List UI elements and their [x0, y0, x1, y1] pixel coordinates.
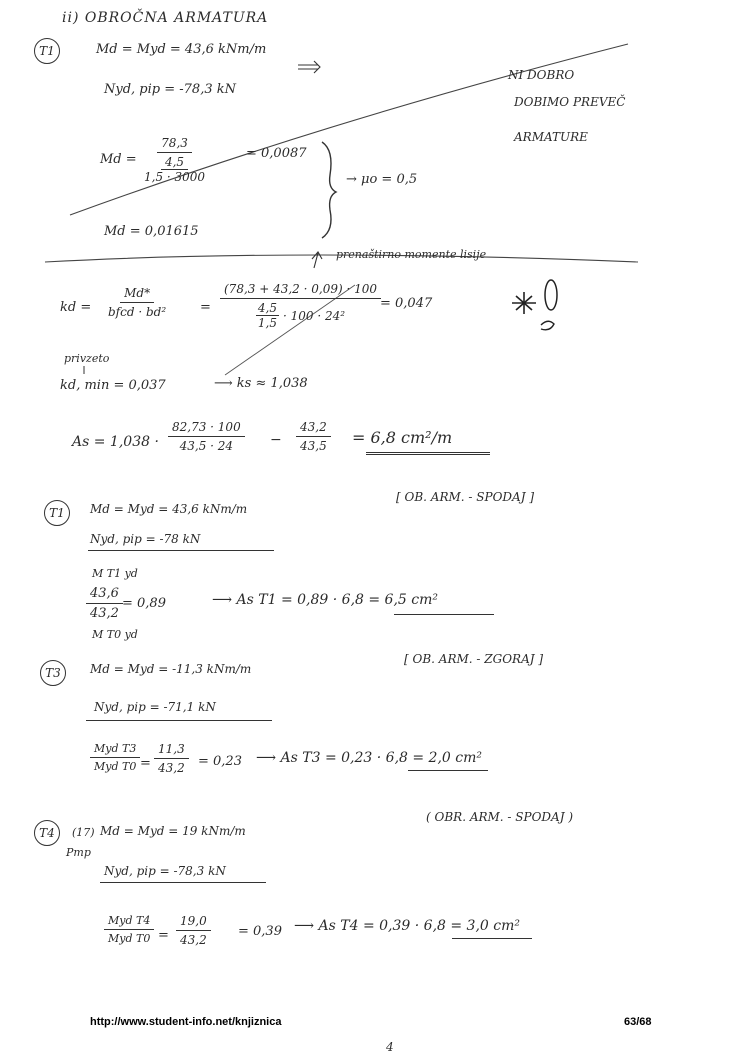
kd-value: = 0,047 [380, 296, 433, 311]
t3-md-line: Md = Myd = -11,3 kNm/m [90, 662, 252, 676]
ks-line: ⟶ ks ≈ 1,038 [214, 376, 308, 391]
t1-mu-value: = 0,0087 [246, 146, 307, 161]
as-fraction-1 [168, 420, 245, 453]
t4-md-line: Md = Myd = 19 kNm/m [100, 824, 246, 838]
t1b-ratio-top: M T1 yd [92, 567, 138, 580]
as-minus: − [270, 432, 282, 448]
t1b-ratio-value: = 0,89 [122, 596, 166, 611]
t1-md-small: Md = 0,01615 [104, 224, 199, 239]
kd-den-b: 1,5 [257, 316, 278, 330]
kd-annotation: prenaštirno momente lisije [336, 248, 487, 261]
kd-equals: = [200, 300, 211, 315]
t1-nyd-line: Nyd, pip = -78,3 kN [104, 82, 236, 97]
point-t3-circle: T3 [40, 660, 66, 686]
t1b-underline [88, 550, 274, 551]
kd-den-a: 4,5 [257, 301, 278, 315]
t3-as-line: ⟶ As T3 = 0,23 · 6,8 = 2,0 cm² [256, 750, 483, 766]
note-line-2: DOBIMO PREVEČ [514, 95, 626, 109]
t3-numeric-fraction [154, 742, 189, 775]
t4-frac2-num: 19,0 [176, 914, 211, 931]
t1-md-line: Md = Myd = 43,6 kNm/m [96, 42, 267, 57]
t1b-as-line: ⟶ As T1 = 0,89 · 6,8 = 6,5 cm² [212, 592, 439, 608]
t3-frac2-den: 43,2 [158, 761, 185, 775]
t1b-nyd-line: Nyd, pip = -78 kN [90, 532, 201, 546]
t3-underline [86, 720, 272, 721]
t4-symbolic-fraction [104, 914, 154, 945]
t4-equals: = [158, 928, 169, 943]
footer-url: http://www.student-info.net/knjiznica [90, 1016, 282, 1028]
note-line-1: NI DOBRO [508, 68, 575, 82]
t1b-ratio-den: 43,2 [90, 606, 119, 621]
footer-page: 63/68 [624, 1016, 652, 1028]
t4-as-line: ⟶ As T4 = 0,39 · 6,8 = 3,0 cm² [294, 918, 521, 934]
t3-frac2-num: 11,3 [154, 742, 189, 759]
kd-numeric-num: (78,3 + 43,2 · 0,09) · 100 [220, 282, 381, 299]
t4-nyd-line: Nyd, pip = -78,3 kN [104, 864, 226, 878]
t4-ratio-value: = 0,39 [238, 924, 282, 939]
t4-frac2-den: 43,2 [180, 933, 207, 947]
t4-underline [100, 882, 266, 883]
t1-mu-fraction [140, 136, 209, 184]
t1b-tag: [ OB. ARM. - SPODAJ ] [396, 490, 534, 504]
t1b-md-line: Md = Myd = 43,6 kNm/m [90, 502, 248, 516]
t4-frac-num: Myd T4 [104, 914, 154, 930]
t4-tag: ( OBR. ARM. - SPODAJ ) [426, 810, 574, 824]
t1b-ratio-bottom: M T0 yd [92, 628, 138, 641]
t1b-as-underline [394, 614, 494, 615]
t1b-ratio-num: 43,6 [86, 586, 123, 604]
t1-md-label: Md = [100, 152, 137, 167]
t4-side-note: Pmp [66, 846, 91, 859]
kd-den-c: · 100 · 24² [283, 308, 346, 323]
as-label: As = 1,038 · [72, 434, 159, 450]
t3-tag: [ OB. ARM. - ZGORAJ ] [404, 652, 544, 666]
as-den-1: 43,5 · 24 [179, 439, 234, 453]
t1-mu-result: → μo = 0,5 [346, 172, 418, 187]
kd-label: kd = [60, 300, 92, 315]
t3-frac-num: Myd T3 [90, 742, 140, 758]
section-title: ii) OBROČNA ARMATURA [62, 10, 269, 26]
t4-as-underline [452, 938, 532, 939]
as-result-underline [366, 452, 490, 455]
kd-numeric-fraction [220, 282, 381, 330]
t3-frac-den: Myd T0 [94, 760, 137, 773]
t1-mu-den-b: 1,5 · 3000 [144, 170, 206, 184]
as-num-1: 82,73 · 100 [168, 420, 245, 437]
t3-equals: = [140, 756, 151, 771]
t4-numeric-fraction [176, 914, 211, 947]
t4-frac-den: Myd T0 [108, 932, 151, 945]
as-fraction-2 [296, 420, 331, 453]
t1b-ratio-fraction [86, 586, 123, 621]
t1-mu-den-a: 4,5 [161, 155, 188, 170]
as-result: = 6,8 cm²/m [352, 428, 453, 447]
point-t1-circle: T1 [34, 38, 60, 64]
kd-symbolic-num: Md* [120, 286, 154, 303]
t3-as-underline [408, 770, 488, 771]
kdmin-line: kd, min = 0,037 [60, 378, 166, 393]
handwritten-page-number: 4 [386, 1040, 394, 1054]
t3-symbolic-fraction [90, 742, 140, 773]
point-t1b-circle: T1 [44, 500, 70, 526]
note-line-3: ARMATURE [514, 130, 588, 144]
t4-prefix: (17) [72, 826, 95, 839]
t1-mu-num: 78,3 [157, 136, 192, 153]
kd-symbolic-den: bfcd · bd² [108, 305, 167, 319]
as-den-2: 43,5 [300, 439, 327, 453]
t3-ratio-value: = 0,23 [198, 754, 242, 769]
as-num-2: 43,2 [296, 420, 331, 437]
point-t4-circle: T4 [34, 820, 60, 846]
kdmin-note: privzeto [64, 352, 110, 365]
kd-symbolic-fraction [104, 286, 170, 319]
t3-nyd-line: Nyd, pip = -71,1 kN [94, 700, 216, 714]
